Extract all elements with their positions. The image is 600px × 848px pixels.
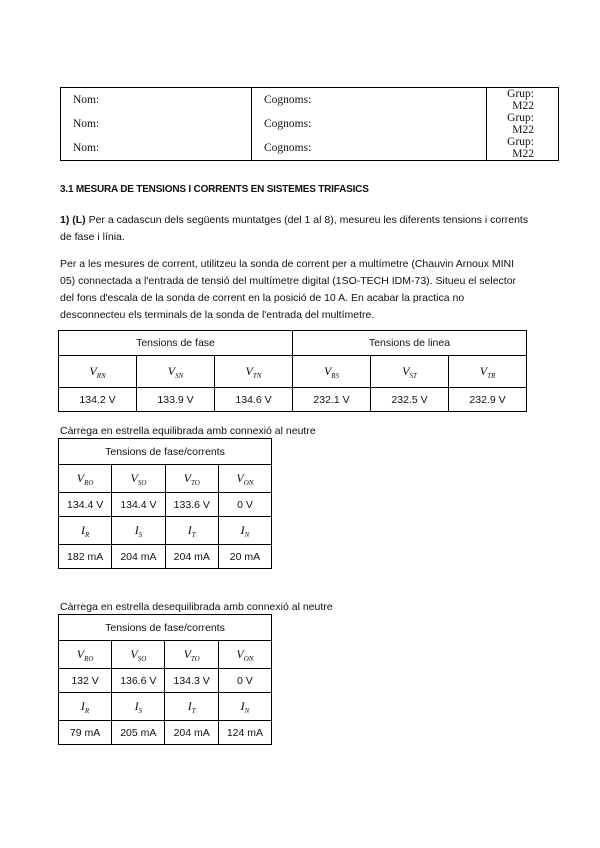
student-row	[61, 88, 559, 113]
table-header: Tensions de fase/corrents	[59, 439, 272, 465]
symbol-cell: $I_N$	[218, 693, 271, 721]
phase-line-voltage-table	[58, 330, 527, 412]
value-cell: 232.1 V	[293, 388, 371, 412]
student-row	[61, 112, 559, 136]
grup-field: Grup: M22	[487, 136, 559, 161]
symbol-cell: $V_{SN}$	[137, 356, 215, 388]
value-cell: 134.2 V	[59, 388, 137, 412]
symbol-cell: $I_R$	[59, 517, 112, 545]
value-cell: 0 V	[218, 669, 271, 693]
symbol-cell: $V_{TO}$	[165, 641, 218, 669]
value-cell: 134.4 V	[112, 493, 165, 517]
value-cell: 182 mA	[59, 545, 112, 569]
symbol-cell: $V_{RO}$	[59, 641, 112, 669]
value-cell: 124 mA	[218, 721, 271, 745]
student-row	[61, 136, 559, 161]
symbol-cell: $V_{TR}$	[449, 356, 527, 388]
value-cell: 232.9 V	[449, 388, 527, 412]
symbol-cell: $V_{ST}$	[371, 356, 449, 388]
section-title: 3.1 MESURA DE TENSIONS I CORRENTS EN SISTEMES TRIFASICS	[60, 184, 369, 195]
nom-field: Nom:	[61, 112, 252, 136]
symbol-cell: $V_{RS}$	[293, 356, 371, 388]
value-cell: 134.3 V	[165, 669, 218, 693]
value-cell: 133.9 V	[137, 388, 215, 412]
value-cell: 134.4 V	[59, 493, 112, 517]
cognoms-field: Cognoms:	[252, 88, 487, 113]
balanced-load-caption: Càrrega en estrella equilibrada amb connexió al neutre	[60, 425, 316, 437]
grup-field: Grup: M22	[487, 112, 559, 136]
symbol-cell: $V_{ON}$	[218, 641, 271, 669]
symbol-cell: $V_{SO}$	[112, 641, 165, 669]
symbol-cell: $I_S$	[112, 693, 165, 721]
unbalanced-load-table	[58, 614, 272, 745]
value-cell: 204 mA	[165, 545, 218, 569]
value-cell: 232.5 V	[371, 388, 449, 412]
question-number: 1) (L)	[60, 214, 86, 226]
student-info-table	[60, 87, 559, 161]
value-cell: 79 mA	[59, 721, 112, 745]
value-cell: 204 mA	[112, 545, 165, 569]
value-cell: 0 V	[218, 493, 271, 517]
symbol-cell: $V_{RN}$	[59, 356, 137, 388]
symbol-cell: $I_S$	[112, 517, 165, 545]
cognoms-field: Cognoms:	[252, 136, 487, 161]
symbol-cell: $V_{SO}$	[112, 465, 165, 493]
symbol-cell: $V_{RO}$	[59, 465, 112, 493]
value-cell: 205 mA	[112, 721, 165, 745]
symbol-cell: $I_T$	[165, 517, 218, 545]
measurement-notes-paragraph: Per a les mesures de corrent, utilitzeu la sonda de corrent per a multímetre (Chauvin Arnoux MINI 05) connectada a l'entrada de tensió del multímetre digital (1SO-TECH IDM-73). Situeu el selector del fons d'escala de la sonda de corrent en la posició de 10 A. En acabar la practica no desconnecteu els terminals de la sonda de l'entrada del multímetre.	[60, 258, 517, 321]
symbol-cell: $V_{TO}$	[165, 465, 218, 493]
value-cell: 134.6 V	[215, 388, 293, 412]
symbol-cell: $I_R$	[59, 693, 112, 721]
line-voltages-header: Tensions de linea	[293, 331, 527, 356]
instruction-text: Per a cadascun dels següents muntatges (del 1 al 8), mesureu les diferents tensions i corrents de fase i línia.	[60, 214, 529, 243]
nom-field: Nom:	[61, 88, 252, 113]
symbol-cell: $V_{TN}$	[215, 356, 293, 388]
nom-field: Nom:	[61, 136, 252, 161]
cognoms-field: Cognoms:	[252, 112, 487, 136]
value-cell: 20 mA	[218, 545, 271, 569]
table-header: Tensions de fase/corrents	[59, 615, 272, 641]
value-cell: 136.6 V	[112, 669, 165, 693]
value-cell: 132 V	[59, 669, 112, 693]
symbol-cell: $I_N$	[218, 517, 271, 545]
balanced-load-table	[58, 438, 272, 569]
phase-voltages-header: Tensions de fase	[59, 331, 293, 356]
unbalanced-load-caption: Càrrega en estrella desequilibrada amb connexió al neutre	[60, 601, 333, 613]
symbol-cell: $V_{ON}$	[218, 465, 271, 493]
grup-field: Grup: M22	[487, 88, 559, 113]
instruction-paragraph	[60, 212, 530, 246]
symbol-cell: $I_T$	[165, 693, 218, 721]
value-cell: 204 mA	[165, 721, 218, 745]
value-cell: 133.6 V	[165, 493, 218, 517]
